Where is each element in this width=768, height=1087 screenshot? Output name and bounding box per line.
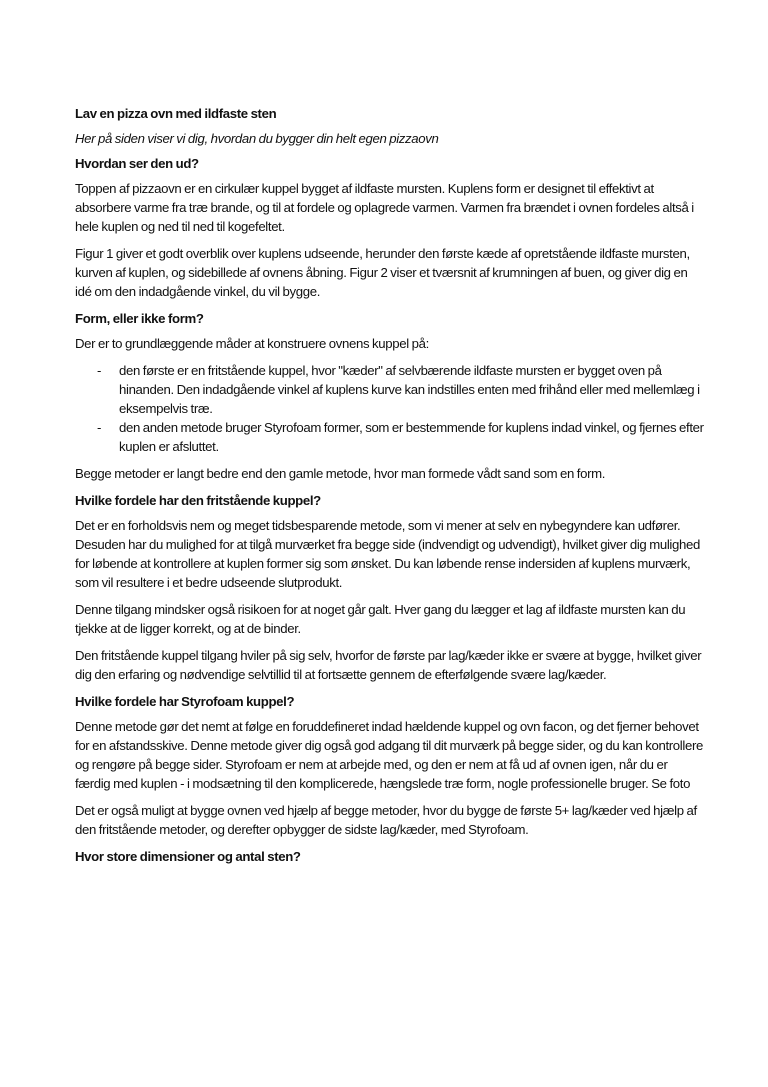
list-item-text: den første er en fritstående kuppel, hvor "kæder" af selvbærende ildfaste mursten er bygget oven på hinanden. Den indadgående vinkel af kuplens kurve kan indstilles enten med frihånd eller med mellemlæg i eksempelvis træ.	[119, 363, 700, 416]
section-heading: Hvor store dimensioner og antal sten?	[75, 849, 301, 864]
list-item	[75, 361, 705, 418]
paragraph: Denne metode gør det nemt at følge en foruddefineret indad hældende kuppel og ovn facon, og det fjerner behovet for en afstandsskive. Denne metode giver dig også god adgang til dit murværk på begge sider, og du kan kontrollere og rengøre på begge sider. Styrofoam er nem at arbejde med, og den er nem at få ud af ovnen igen, når du er færdig med kuplen - i modsætning til den komplicerede, hængslede træ form, nogle professionelle bruger. Se foto	[75, 719, 703, 791]
paragraph: Toppen af pizzaovn er en cirkulær kuppel bygget af ildfaste mursten. Kuplens form er designet til effektivt at absorbere varme fra træ brande, og til at fordele og oplagrede varmen. Varmen fra brændet i ovnen fordeles altså i hele kuplen og ned til ned til kogefeltet.	[75, 181, 694, 234]
paragraph: Figur 1 giver et godt overblik over kuplens udseende, herunder den første kæde af opretstående ildfaste mursten, kurven af kuplen, og sidebillede af ovnens åbning. Figur 2 viser et tværsnit af krumningen af buen, og giver dig en idé om den indadgående vinkel, du vil bygge.	[75, 246, 690, 299]
bullet-marker: -	[97, 420, 102, 435]
document-title: Lav en pizza ovn med ildfaste sten	[75, 106, 277, 121]
intro-text: Her på siden viser vi dig, hvordan du bygger din helt egen pizzaovn	[75, 131, 439, 146]
bullet-list	[75, 361, 705, 456]
paragraph: Denne tilgang mindsker også risikoen for at noget går galt. Hver gang du lægger et lag af ildfaste mursten kan du tjekke at de ligger korrekt, og at de binder.	[75, 602, 686, 636]
section-heading: Hvordan ser den ud?	[75, 156, 199, 171]
list-item	[75, 418, 705, 456]
section-heading: Hvilke fordele har Styrofoam kuppel?	[75, 694, 295, 709]
bullet-marker: -	[97, 363, 102, 378]
document-body	[75, 104, 705, 872]
paragraph: Det er også muligt at bygge ovnen ved hjælp af begge metoder, hvor du bygge de første 5+ lag/kæder ved hjælp af den fritstående metoder, og derefter opbygger de sidste lag/kæder, med Styrofoam.	[75, 803, 697, 837]
list-item-text: den anden metode bruger Styrofoam former, som er bestemmende for kuplens indad vinkel, og fjernes efter kuplen er afsluttet.	[119, 420, 704, 454]
section-heading: Hvilke fordele har den fritstående kuppel?	[75, 493, 321, 508]
paragraph: Begge metoder er langt bedre end den gamle metode, hvor man formede vådt sand som en form.	[75, 466, 606, 481]
paragraph: Der er to grundlæggende måder at konstruere ovnens kuppel på:	[75, 336, 429, 351]
paragraph: Den fritstående kuppel tilgang hviler på sig selv, hvorfor de første par lag/kæder ikke er svære at bygge, hvilket giver dig den erfaring og nødvendige selvtillid til at fortsætte gennem de efterfølgende svære lag/kæder.	[75, 648, 702, 682]
paragraph: Det er en forholdsvis nem og meget tidsbesparende metode, som vi mener at selv en nybegyndere kan udfører. Desuden har du mulighed for at tilgå murværket fra begge side (indvendigt og udvendigt), hvilket giver dig mulighed for løbende at kontrollere at kuplen former sig som ønsket. Du kan løbende rense indersiden af kuplens murværk, som vil resultere i et bedre udseende slutprodukt.	[75, 518, 700, 590]
section-heading: Form, eller ikke form?	[75, 311, 204, 326]
